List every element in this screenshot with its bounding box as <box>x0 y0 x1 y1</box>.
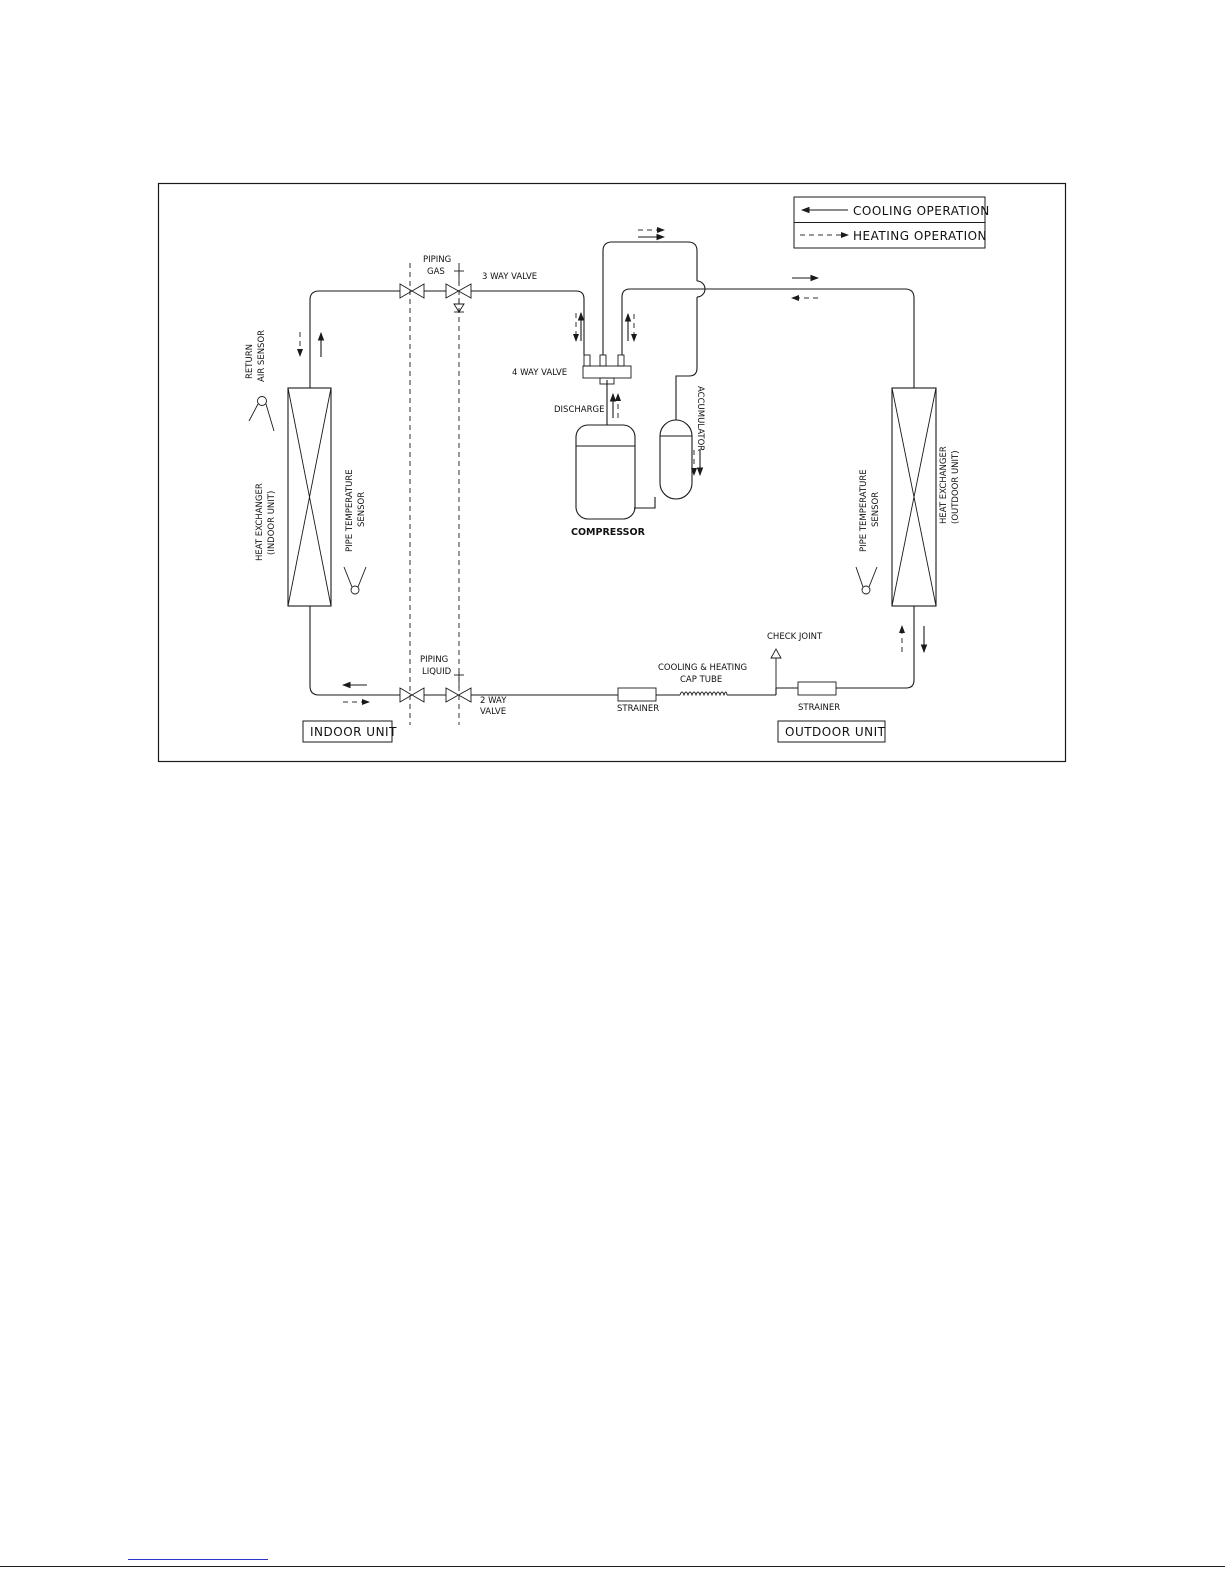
piping-gas-label: PIPING <box>423 255 452 265</box>
legend <box>794 197 990 248</box>
pipe-temp-outdoor-label: PIPE TEMPERATURE <box>859 469 869 552</box>
strainer-left-label: STRAINER <box>617 704 660 714</box>
indoor-unit-label: INDOOR UNIT <box>310 725 397 739</box>
footer-rule <box>0 1566 1225 1567</box>
two-way-valve-label-2: VALVE <box>480 707 507 717</box>
diagram-border <box>159 184 1066 762</box>
gas-valve-left <box>400 284 424 298</box>
pipe-temp-outdoor-label-2: SENSOR <box>871 491 881 527</box>
piping-gas-label-2: GAS <box>427 267 445 277</box>
cap-tube-coil <box>680 692 727 695</box>
accumulator-label: ACCUMULATOR <box>695 386 705 452</box>
legend-heating-label: HEATING OPERATION <box>853 229 988 243</box>
piping-liquid-label-2: LIQUID <box>422 667 452 677</box>
footnote-rule <box>128 1559 268 1560</box>
return-air-sensor-label-2: AIR SENSOR <box>257 329 267 382</box>
hx-outdoor-label: HEAT EXCHANGER <box>939 446 949 524</box>
piping-liquid-label: PIPING <box>420 655 449 665</box>
strainer-right <box>798 682 836 695</box>
outdoor-unit-label: OUTDOOR UNIT <box>785 725 886 739</box>
four-way-valve <box>583 355 631 384</box>
liquid-valve-left <box>400 688 424 702</box>
check-joint-icon <box>771 649 781 688</box>
legend-cooling-label: COOLING OPERATION <box>853 204 990 218</box>
pipe-temp-indoor-label: PIPE TEMPERATURE <box>345 469 355 552</box>
compressor-label: COMPRESSOR <box>571 527 645 538</box>
return-air-sensor-label: RETURN <box>245 344 255 379</box>
indoor-heat-exchanger <box>288 388 331 606</box>
three-way-valve-label: 3 WAY VALVE <box>482 272 538 282</box>
pipe-temp-indoor-label-2: SENSOR <box>357 491 367 527</box>
check-joint-label: CHECK JOINT <box>767 632 823 642</box>
outdoor-pipe-temp-sensor-icon <box>856 567 877 594</box>
flow-arrows <box>300 230 924 702</box>
strainer-left <box>618 688 656 701</box>
two-way-valve-label: 2 WAY <box>480 696 507 706</box>
hx-indoor-label: HEAT EXCHANGER <box>255 483 265 561</box>
return-air-sensor-icon <box>249 397 274 432</box>
strainer-right-label: STRAINER <box>798 703 841 713</box>
four-way-valve-label: 4 WAY VALVE <box>512 368 568 378</box>
indoor-pipe-temp-sensor-icon <box>344 567 366 594</box>
cap-tube-label: COOLING & HEATING <box>658 663 748 673</box>
accumulator <box>660 420 692 499</box>
compressor <box>576 425 635 519</box>
outdoor-heat-exchanger <box>892 388 936 606</box>
discharge-label: DISCHARGE <box>554 405 605 415</box>
cap-tube-label-2: CAP TUBE <box>680 675 723 685</box>
hx-outdoor-label-2: (OUTDOOR UNIT) <box>951 450 961 524</box>
piping-loop <box>310 242 914 695</box>
hx-indoor-label-2: (INDOOR UNIT) <box>267 490 277 555</box>
